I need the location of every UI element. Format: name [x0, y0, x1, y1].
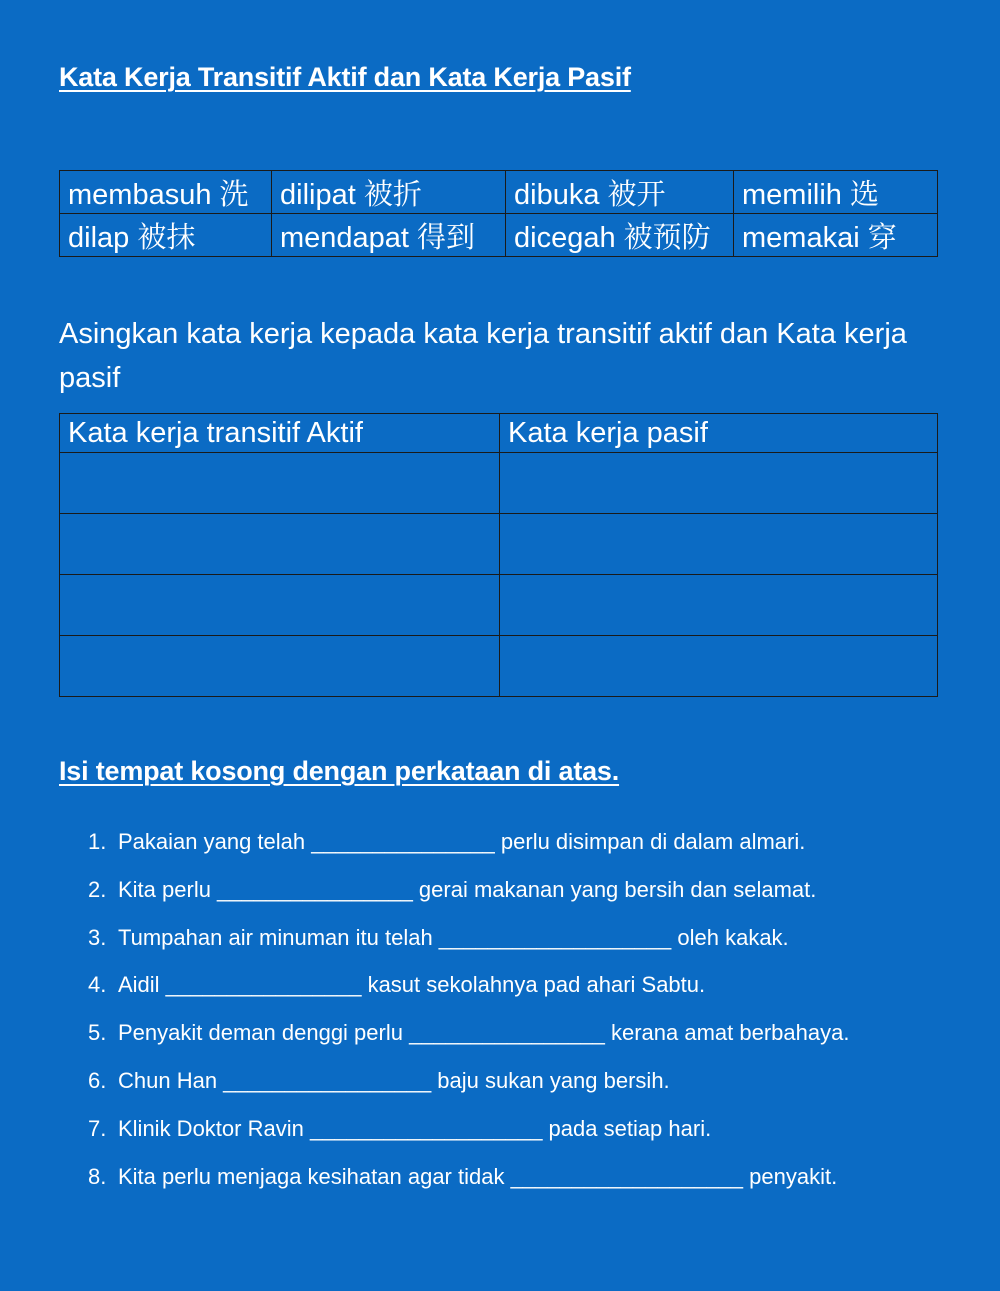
question-number: 7. — [88, 1115, 107, 1141]
question-number: 4. — [88, 972, 107, 998]
question-text: Klinik Doktor Ravin ___________________ pada setiap hari. — [118, 1115, 712, 1141]
classification-table — [59, 413, 938, 697]
question-text: Kita perlu menjaga kesihatan agar tidak ___________________ penyakit. — [118, 1163, 838, 1189]
table-row — [60, 636, 938, 697]
question-item — [59, 1105, 939, 1153]
question-text: Penyakit deman denggi perlu ________________ kerana amat berbahaya. — [118, 1020, 850, 1046]
table-row — [60, 214, 938, 257]
question-text: Kita perlu ________________ gerai makanan yang bersih dan selamat. — [118, 876, 817, 902]
column-header-passive: Kata kerja pasif — [500, 414, 938, 453]
question-item — [59, 1057, 939, 1105]
table-header-row — [60, 414, 938, 453]
question-item — [59, 961, 939, 1009]
word-cell: dibuka 被开 — [506, 171, 734, 214]
page-title: Kata Kerja Transitif Aktif dan Kata Kerja Pasif — [59, 62, 631, 92]
instruction-text: Asingkan kata kerja kepada kata kerja transitif aktif dan Kata kerja pasif — [59, 318, 907, 394]
question-number: 1. — [88, 829, 107, 854]
word-cell: dilipat 被折 — [272, 171, 506, 214]
question-text: Aidil ________________ kasut sekolahnya pad ahari Sabtu. — [118, 972, 706, 998]
question-text: Tumpahan air minuman itu telah ___________________ oleh kakak. — [118, 924, 789, 950]
table-row — [60, 514, 938, 575]
answer-cell[interactable] — [500, 575, 938, 636]
question-list — [59, 818, 939, 1200]
word-cell: memakai 穿 — [734, 214, 938, 257]
answer-cell[interactable] — [60, 575, 500, 636]
question-item — [59, 866, 939, 914]
answer-cell[interactable] — [500, 636, 938, 697]
answer-cell[interactable] — [500, 514, 938, 575]
table-row — [60, 171, 938, 214]
table-row — [60, 453, 938, 514]
word-cell: dilap 被抹 — [60, 214, 272, 257]
word-bank-table — [59, 170, 938, 257]
question-text: Pakaian yang telah _______________ perlu disimpan di dalam almari. — [118, 829, 806, 854]
question-text: Chun Han _________________ baju sukan yang bersih. — [118, 1067, 670, 1093]
answer-cell[interactable] — [60, 453, 500, 514]
answer-cell[interactable] — [60, 636, 500, 697]
question-number: 5. — [88, 1020, 107, 1046]
question-number: 8. — [88, 1163, 107, 1189]
word-cell: mendapat 得到 — [272, 214, 506, 257]
question-item — [59, 1009, 939, 1057]
question-item — [59, 1153, 939, 1201]
question-number: 3. — [88, 924, 107, 950]
question-item — [59, 914, 939, 962]
word-cell: membasuh 洗 — [60, 171, 272, 214]
answer-cell[interactable] — [60, 514, 500, 575]
table-row — [60, 575, 938, 636]
question-number: 2. — [88, 876, 107, 902]
column-header-active: Kata kerja transitif Aktif — [60, 414, 500, 453]
question-item — [59, 818, 939, 866]
word-cell: dicegah 被预防 — [506, 214, 734, 257]
answer-cell[interactable] — [500, 453, 938, 514]
fill-in-title: Isi tempat kosong dengan perkataan di atas. — [59, 756, 620, 786]
word-cell: memilih 选 — [734, 171, 938, 214]
question-number: 6. — [88, 1067, 107, 1093]
